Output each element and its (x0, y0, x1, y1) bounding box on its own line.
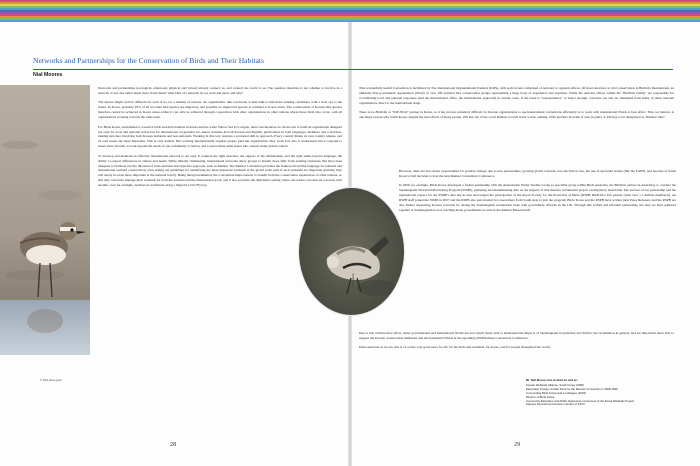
bio-line: Director of Birds Korea (526, 394, 555, 399)
paragraph: For Birds Korea, established to conserve birds and their habitats in Korea and the wider Yellow Sea Eco-region, there was therefore no choice but to build an organization designed not only for local and national action but for international cooperation too–hence websites in both Korean and English, publications in both languages, members and a decision-making structure involving both Korean nationals and non-nationals. Working in this way requires a profound shift in approach. Every country thinks its own country unique, and its own issues the most important. This is only natural. But working internationally requires people (and the organizations they work for) also to understand and to respond to issues more broadly–to look beyond the needs of one community or nation, and to place these same issues into a much wider global context. (98, 124, 342, 149)
article-title: Networks and Partnerships for the Conservation of Birds and Their Habitats (33, 56, 265, 65)
article-author: Nial Moores (33, 72, 63, 78)
bio-line: Co-founding Birds Korea and a colleague (2004) (526, 390, 587, 395)
color-stripe-band (0, 0, 700, 22)
paragraph: Interconnected as we are, this is of course very good news for all: for the birds and wetlands, for Korea, and for people throughout the world. (359, 345, 551, 350)
left-column-text (98, 86, 342, 193)
right-column-text-top (359, 86, 674, 125)
paragraph: There is no BirdLife or "IOP-NGO" partner in Korea, so it has proven extremely difficult for Korean organizations to use international conventions efficiently or to work with international NGOs to best effect. This, we believe, is one major reason why South Korea, despite the best efforts of many people, still has one of the worst Ramsar records in the world, ranking 135th globally in terms of area (a paltry 4, 450 ha) so far designated as "Ramsar sites". (359, 110, 674, 120)
paragraph: However, there are now major opportunities for positive change, due to new partnerships, growing global concerns over the Yellow Sea, the rise of specialist bodies (like the EAFP), and because of South Korea's bold decision to host the next Ramsar Convention Conference. (399, 169, 676, 178)
paragraph: In 2006, for example, Birds Korea developed a formal partnership with the Australasian Wader Studies Group (a specialist group within Birds Australia, the BirdLife partner in Australia), to conduct the Saemangeum Shorebird Monitoring Program (SSMP), gathering and disseminating data on the impacts of this massive reclamation project on migratory shorebirds. The success of our partnership and the international respect for the SSMP's data has in turn encouraged the participation of the Royal Society for the Protection of Birds (RSPB; BirdLife's UK partner (with over 1.1 million members)). An RSPB staff joined the SSMP in 2007 and the RSPB also part-funded two researchers from South Asia to join the program; Birds Korea and the RSPB have written joint Press Releases; and the RSPB are also further supporting Korean concerns by raising the Saemangeum reclamation issue with government officials in the UK. Through this formal and informal partnership, the data we have gathered together at Saemangeum is now reaching many governments as well as the Ramsar Bureau itself. (399, 183, 676, 212)
paragraph: Networks and partnerships (ecological, emotional, physical and virtual) already connect us, and connect the world to us. The question therefore is not whether to involve in a network or not, but rather much more in the detail: what kind of a network do we want and need, and why? (98, 86, 342, 95)
author-bio-box (526, 379, 676, 407)
magazine-spread (0, 22, 700, 466)
plover-photo (0, 85, 90, 355)
paragraph: The answer might well be different for each of us, for a number of reasons. An organization, like a network, is best built to match the existing conditions, with a clear eye to the future. In Korea, probably 95% of all recorded bird species are migratory, and possibly no single bird species is confined to Korea alone. The conservation of Korean bird species therefore cannot be achieved in Korea alone–rather it can only be achieved through cooperation with other organizations in other nations where these birds also occur, with all organizations working towards the same ends. (98, 100, 342, 120)
bio-heading: Mr. Nial Moores has worked for and as : (526, 378, 579, 382)
title-rule (33, 69, 673, 70)
left-photo-credit: © NNL Renegetin (40, 378, 62, 382)
page-number-left: 28 (170, 441, 177, 448)
paragraph: To develop and maintain an effective international network is not easy. It requires the right structure, the support of the membership, and the right skills–beyond language, the ability to respect differences in culture and needs. While initially challenging, international networks allow groups to benefit more fully from existing structures that have been designed to facilitate exactly this kind of trans-national and objective approach, such as Ramsar. The Ramsar Convention provides the framework and the language for national and international wetland conservation, even setting out guidelines for identifying the most important wetlands at the global scale (and if such wetlands are important globally, they will surely be even more important at the national level!). Being intergovernmental, the Convention helps nations to benefit from the conservation experiences of other nations, so that they can better manage their wetlands for both the national and the international good; and it also provides the diplomatic setting where one nation can raise its concerns with another, over for example, declines in waterbirds along a migratory bird Flyway. (98, 153, 342, 188)
paragraph: This wonderfully useful Convention is facilitated by five International Organizational Partners (IOPs), with each in turn comprised of national or regional offices. Of most relevance to bird conservation is BirdLife International, an umbrella Non-government organization (NGO) of over 100 national bird conservation groups representing a huge body of experience and expertise. While the national offices within the "BirdLife family" are responsible for coordinating local and national responses (and the International office, the international approach) in certain cases, if the issue is "representative" or major enough, concerns can also be channeled from many of these national organizations direct to the international stage. (359, 86, 674, 105)
dead-bird-circular-photo (298, 187, 405, 316)
paragraph: Due to this collaborative effort, many governmental and International NGOs are now much better able to understand the impacts of Saemangeum in particular and Yellow Sea reclamation in general, and are thus much more able to support the Korean conservation ministries and environmental NGOs at the upcoming 2008 Ramsar Convention Conference. (359, 331, 674, 340)
right-column-text-wrapped (399, 169, 676, 217)
right-column-text-bottom (359, 331, 674, 355)
bio-line: Species Survival Commission member of IUCN (526, 402, 585, 407)
circle-photo-credit: © Shorebirds (352, 273, 355, 288)
bio-line: East Asian Flyway Contact Point for the Ramsar Convention in 1998-1999 (526, 386, 618, 391)
page-number-right: 29 (514, 441, 521, 448)
bio-line: Korean Wetlands Alliance, South Korea (1998) (526, 382, 584, 387)
bio-line: Community Education and Public Awareness component of the Korea Wetlands Project (526, 398, 635, 403)
